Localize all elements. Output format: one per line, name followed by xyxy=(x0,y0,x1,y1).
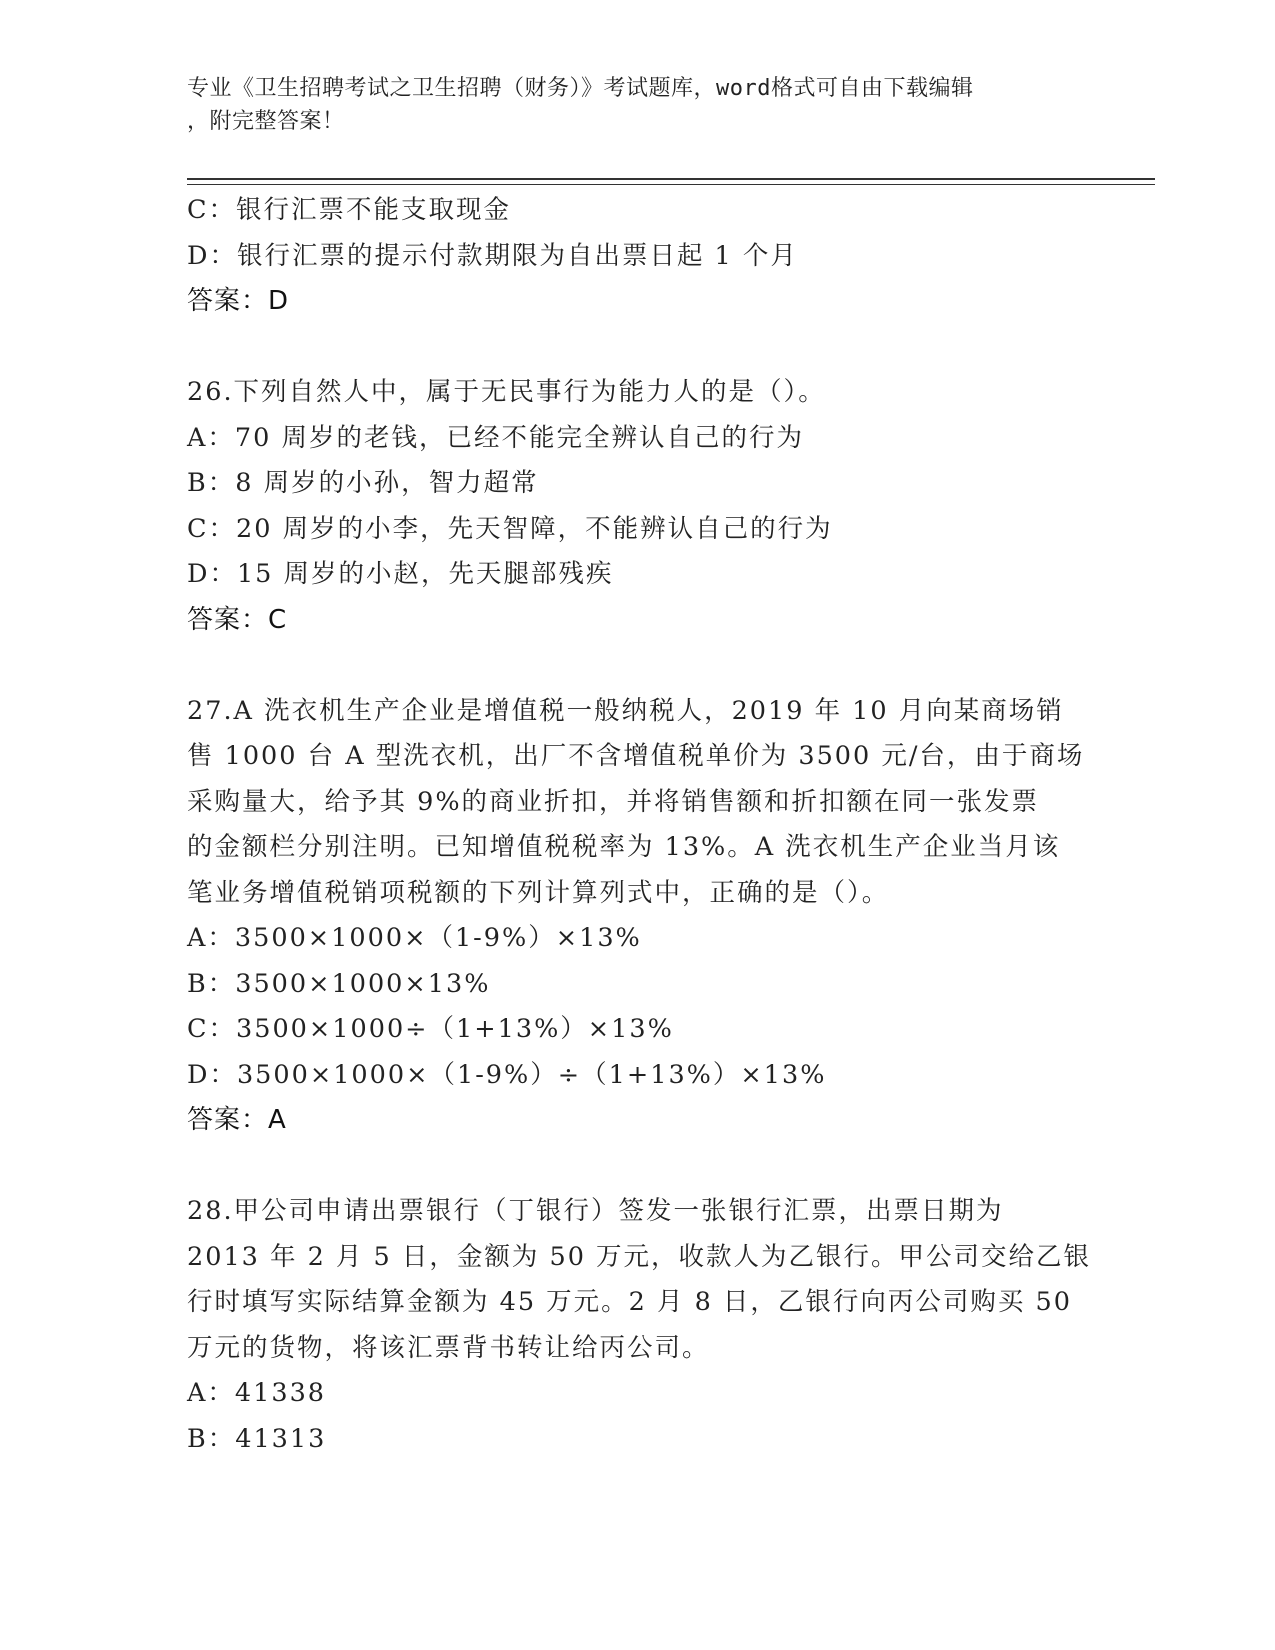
q26-option-d: D：15 周岁的小赵，先天腿部残疾 xyxy=(187,559,614,589)
q28-stem-line: 行时填写实际结算金额为 45 万元。2 月 8 日，乙银行向丙公司购买 50 xyxy=(187,1287,1072,1317)
q28-stem-line: 万元的货物，将该汇票背书转让给丙公司。 xyxy=(187,1332,710,1363)
answer-value: A xyxy=(268,1105,287,1135)
q27-stem-line: 售 1000 台 A 型洗衣机，出厂不含增值税单价为 3500 元/台，由于商场 xyxy=(187,741,1085,771)
q27-option-d: D：3500×1000×（1-9%）÷（1+13%）×13% xyxy=(187,1059,827,1090)
q27-stem-line: 笔业务增值税销项税额的下列计算列式中，正确的是（）。 xyxy=(187,877,890,908)
q27-stem-line: 27.A 洗衣机生产企业是增值税一般纳税人，2019 年 10 月向某商场销 xyxy=(187,695,1064,726)
prev-answer xyxy=(187,279,1087,325)
answer-value: D xyxy=(268,286,290,316)
q26-stem: 26.下列自然人中，属于无民事行为能力人的是（）。 xyxy=(187,377,826,407)
header-line-2: ，附完整答案！ xyxy=(187,109,345,134)
document-header xyxy=(187,72,1087,138)
document-body xyxy=(187,188,1092,1462)
header-line-1: 专业《卫生招聘考试之卫生招聘（财务）》考试题库，word格式可自由下载编辑 xyxy=(187,76,974,101)
q28-stem-line: 2013 年 2 月 5 日，金额为 50 万元，收款人为乙银行。甲公司交给乙银 xyxy=(187,1241,1092,1272)
prev-option-d: D：银行汇票的提示付款期限为自出票日起 1 个月 xyxy=(187,240,798,271)
answer-label: 答案： xyxy=(187,286,269,316)
q27-stem-line: 的金额栏分别注明。已知增值税税率为 13%。A 洗衣机生产企业当月该 xyxy=(187,832,1061,862)
header-divider-thin xyxy=(187,184,1155,185)
spacer xyxy=(187,643,1087,689)
q26-answer xyxy=(187,598,1087,644)
q27-answer xyxy=(187,1098,1087,1144)
q26-option-a: A：70 周岁的老钱，已经不能完全辨认自己的行为 xyxy=(187,422,804,453)
q27-option-a: A：3500×1000×（1-9%）×13% xyxy=(187,923,642,953)
answer-label: 答案： xyxy=(187,604,269,635)
answer-value: C xyxy=(268,604,288,635)
answer-label: 答案： xyxy=(187,1105,269,1135)
q26-option-b: B：8 周岁的小孙，智力超常 xyxy=(187,468,539,498)
q28-option-b: B：41313 xyxy=(187,1423,327,1454)
prev-option-c: C：银行汇票不能支取现金 xyxy=(187,195,512,225)
q28-option-a: A：41338 xyxy=(187,1378,327,1408)
q28-stem-line: 28.甲公司申请出票银行（丁银行）签发一张银行汇票，出票日期为 xyxy=(187,1196,1004,1226)
q27-option-b: B：3500×1000×13% xyxy=(187,968,491,999)
spacer xyxy=(187,325,1087,371)
header-divider-thick xyxy=(187,178,1155,180)
q27-option-c: C：3500×1000÷（1+13%）×13% xyxy=(187,1014,674,1044)
q26-option-c: C：20 周岁的小李，先天智障，不能辨认自己的行为 xyxy=(187,513,833,544)
q27-stem-line: 采购量大，给予其 9%的商业折扣，并将销售额和折扣额在同一张发票 xyxy=(187,786,1040,817)
spacer xyxy=(187,1144,1087,1190)
